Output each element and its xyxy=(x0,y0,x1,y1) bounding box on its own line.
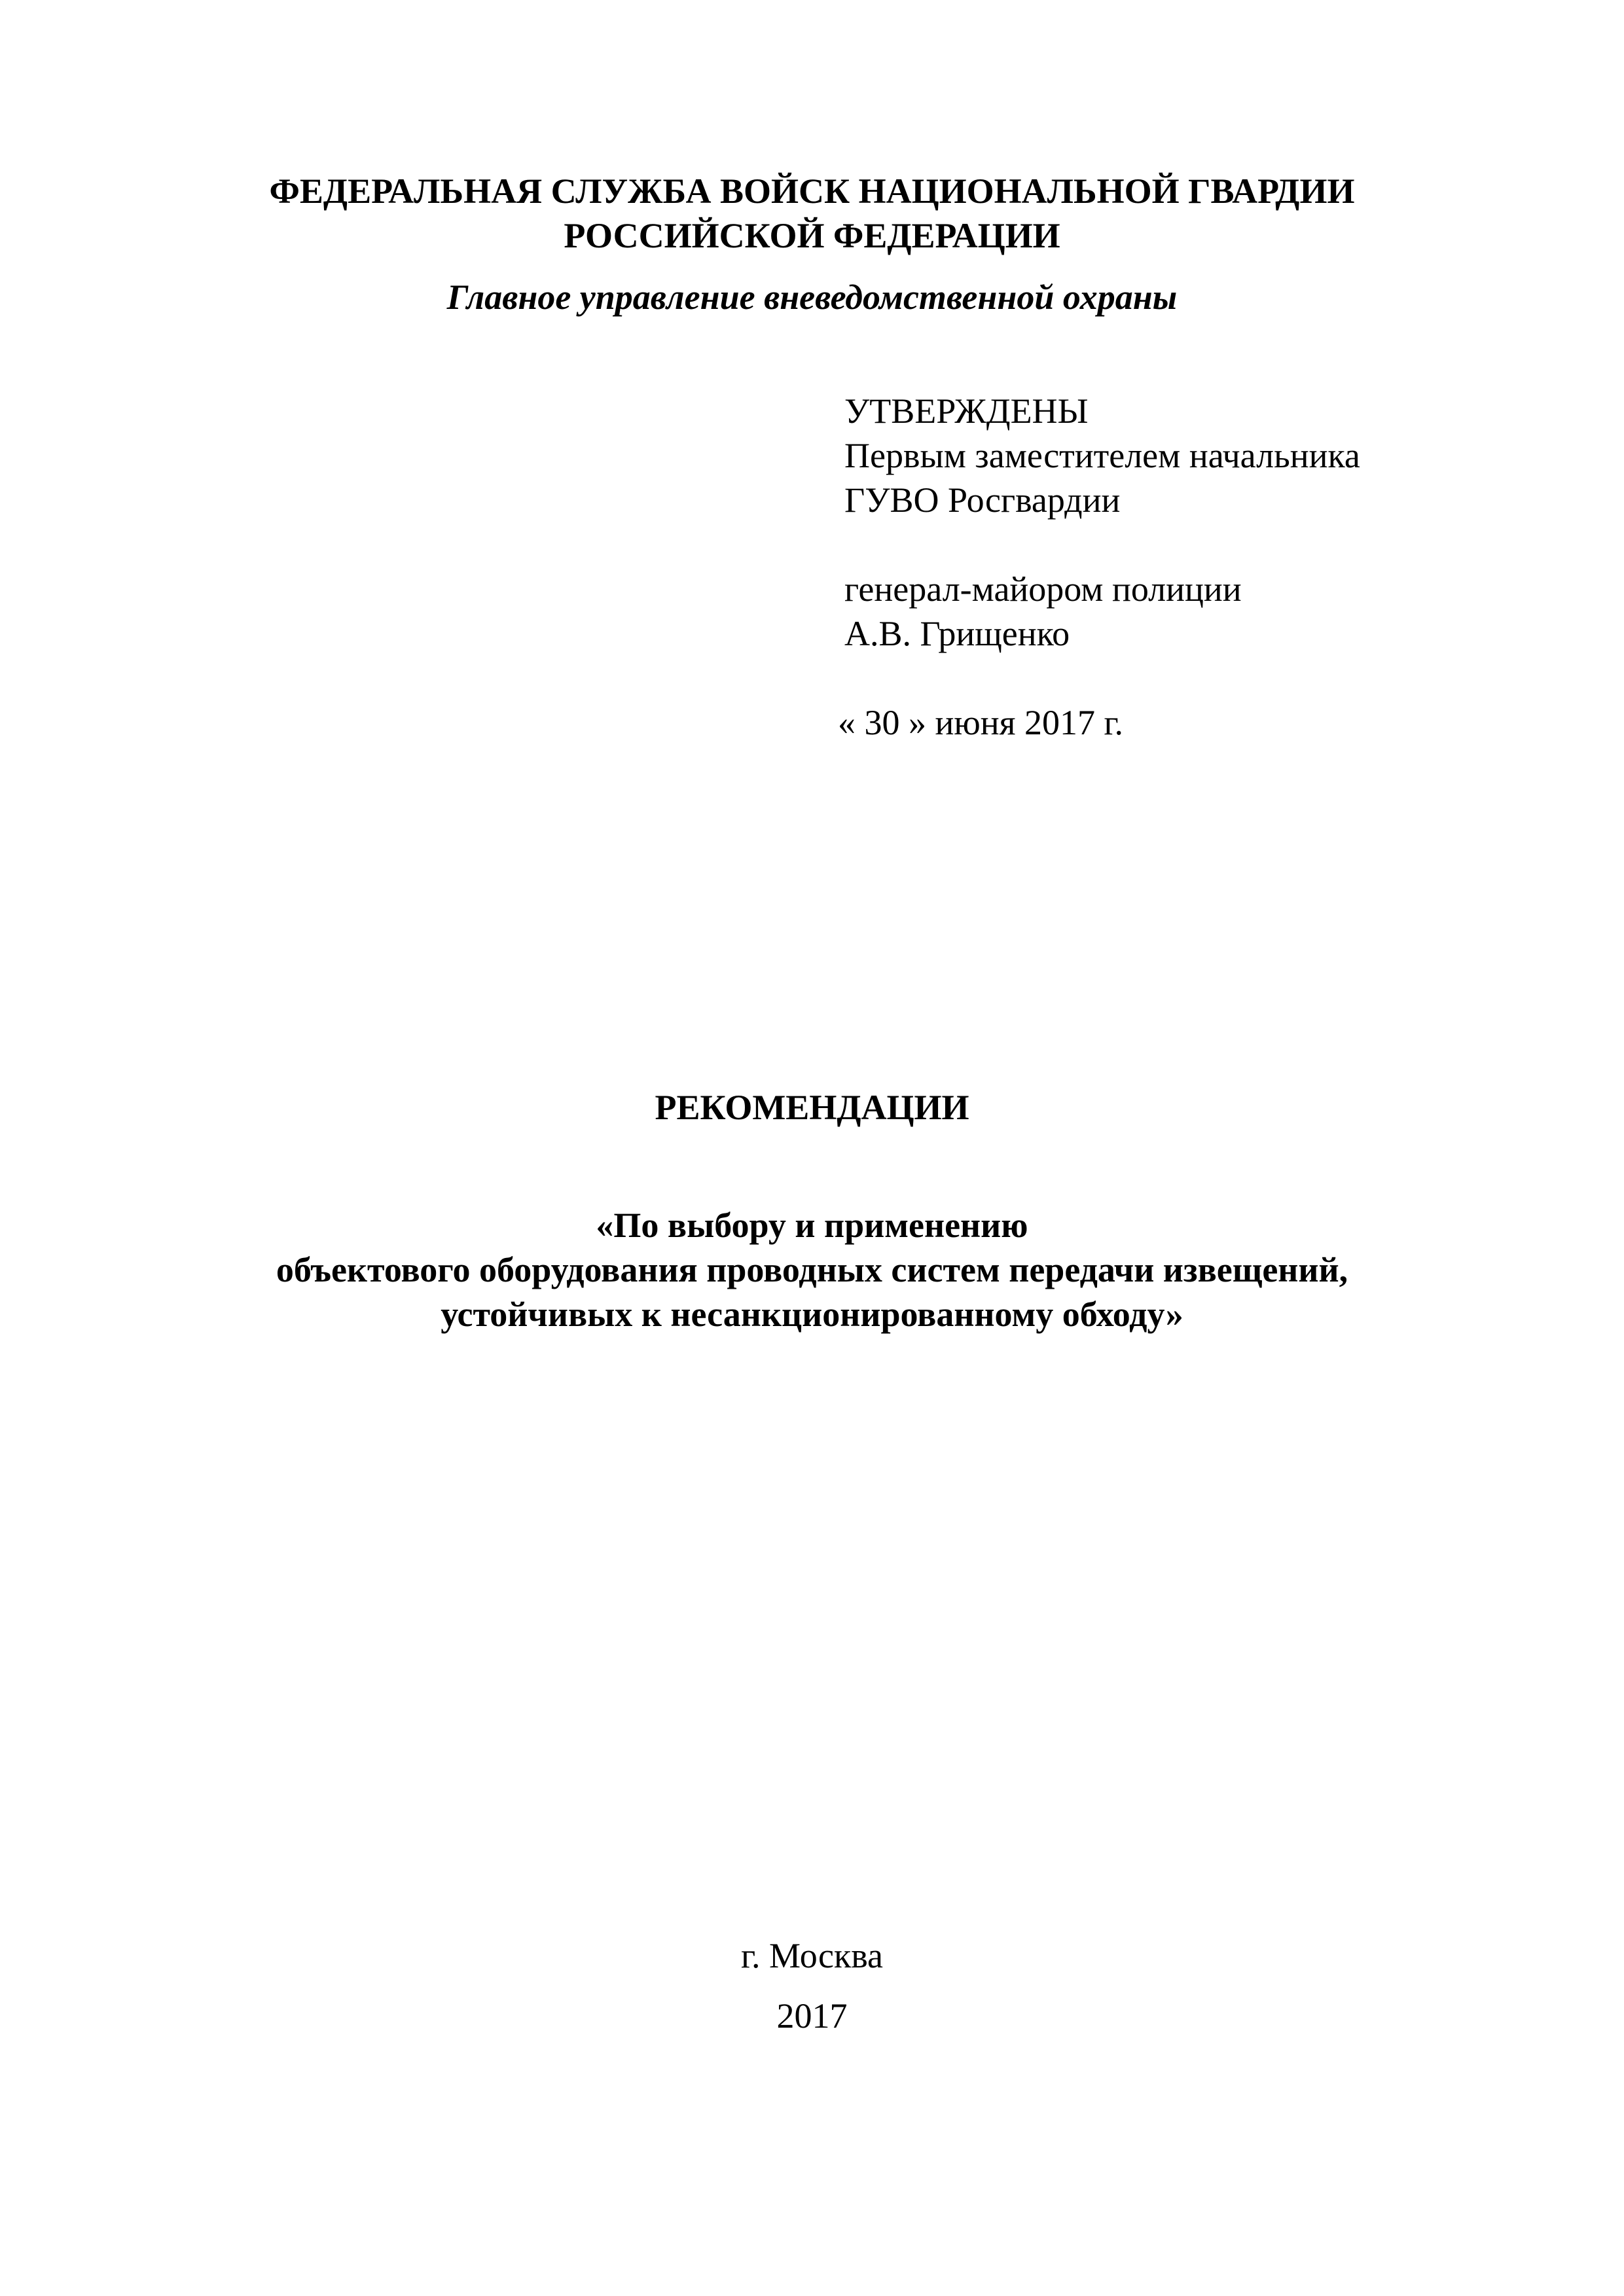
approver-organization: ГУВО Росгвардии xyxy=(844,480,1121,520)
approval-date: « 30 » июня 2017 г. xyxy=(838,703,1124,742)
publication-place: г. Москва xyxy=(740,1936,884,1975)
approver-rank: генерал-майором полиции xyxy=(844,569,1242,609)
approval-block xyxy=(838,389,1360,742)
approval-status: УТВЕРЖДЕНЫ xyxy=(844,391,1089,431)
organization-title-line-2: РОССИЙСКОЙ ФЕДЕРАЦИИ xyxy=(564,216,1060,255)
document-subtitle-line-3: устойчивых к несанкционированному обходу» xyxy=(441,1295,1183,1334)
department-name: Главное управление вневедомственной охраны xyxy=(446,278,1178,317)
document-subtitle-line-1: «По выбору и применению xyxy=(596,1206,1028,1245)
document-subtitle xyxy=(0,1203,1624,1336)
approval-spacer xyxy=(844,522,1360,567)
organization-title xyxy=(0,169,1624,258)
approver-name: А.В. Грищенко xyxy=(844,614,1070,653)
organization-title-line-1: ФЕДЕРАЛЬНАЯ СЛУЖБА ВОЙСК НАЦИОНАЛЬНОЙ ГВАРДИИ xyxy=(269,171,1355,211)
approver-position: Первым заместителем начальника xyxy=(844,436,1360,475)
document-subtitle-line-2: объектового оборудования проводных систем передачи извещений, xyxy=(276,1250,1348,1289)
publication-year: 2017 xyxy=(776,1996,848,2036)
document-title: РЕКОМЕНДАЦИИ xyxy=(655,1088,969,1127)
